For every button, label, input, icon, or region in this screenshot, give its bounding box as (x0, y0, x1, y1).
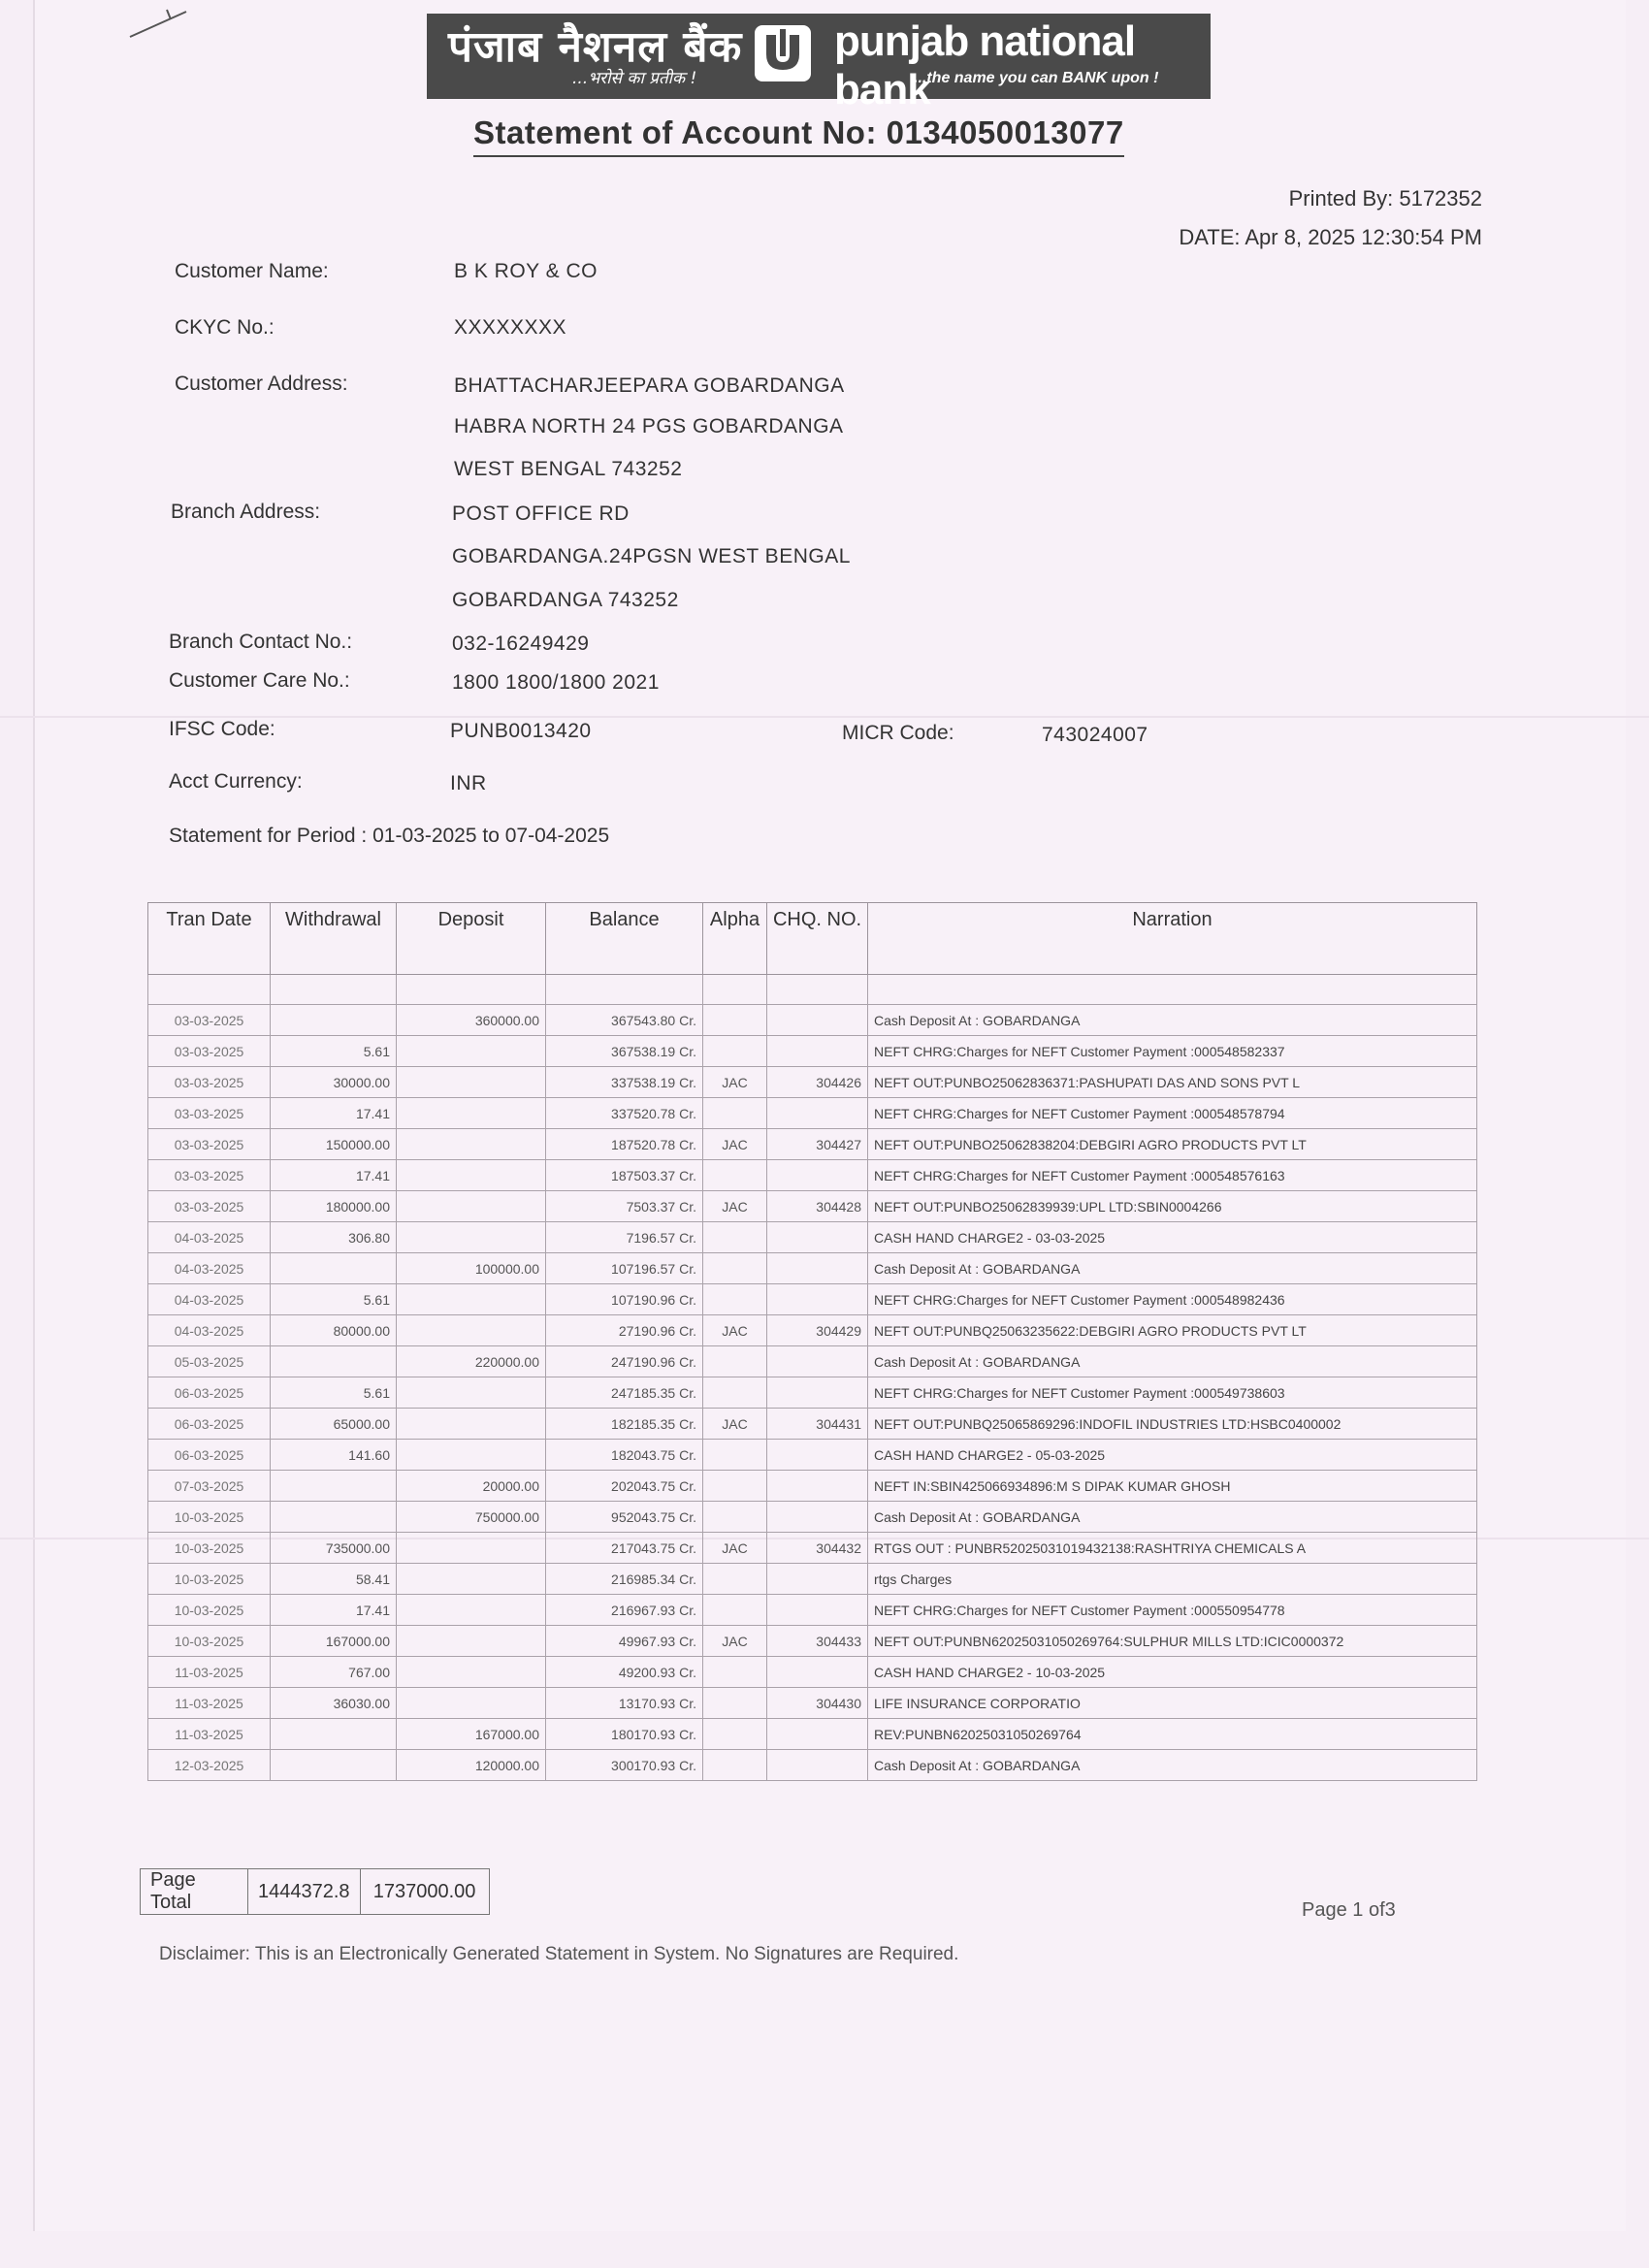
withdrawal-cell (271, 1750, 397, 1781)
tran-date-cell: 12-03-2025 (148, 1750, 271, 1781)
alpha-cell (703, 1719, 767, 1750)
table-row (148, 1253, 1477, 1284)
chq-no-cell (767, 1036, 868, 1067)
narration-cell: NEFT OUT:PUNBO25062838204:DEBGIRI AGRO PRODUCTS PVT LT (868, 1129, 1477, 1160)
balance-cell: 182185.35 Cr. (546, 1409, 703, 1440)
column-header: Tran Date (148, 903, 271, 975)
withdrawal-cell: 150000.00 (271, 1129, 397, 1160)
tran-date-cell: 03-03-2025 (148, 1191, 271, 1222)
branch-address-label: Branch Address: (171, 501, 321, 523)
customer-care: 1800 1800/1800 2021 (452, 671, 660, 694)
tran-date-cell: 11-03-2025 (148, 1688, 271, 1719)
chq-no-cell: 304433 (767, 1626, 868, 1657)
narration-cell: NEFT CHRG:Charges for NEFT Customer Payment :000549738603 (868, 1377, 1477, 1409)
chq-no-cell (767, 1284, 868, 1315)
table-row (148, 1160, 1477, 1191)
chq-no-cell: 304429 (767, 1315, 868, 1346)
alpha-cell (703, 1346, 767, 1377)
tran-date-cell: 10-03-2025 (148, 1626, 271, 1657)
tran-date-cell: 11-03-2025 (148, 1657, 271, 1688)
statement-title: Statement of Account No: 0134050013077 (473, 114, 1124, 157)
narration-cell: CASH HAND CHARGE2 - 03-03-2025 (868, 1222, 1477, 1253)
alpha-cell (703, 1502, 767, 1533)
alpha-cell: JAC (703, 1315, 767, 1346)
bank-english-tagline: ...the name you can BANK upon ! (914, 70, 1159, 86)
alpha-cell (703, 1440, 767, 1471)
withdrawal-cell (271, 1502, 397, 1533)
narration-cell: NEFT OUT:PUNBQ25065869296:INDOFIL INDUSTRIES LTD:HSBC0400002 (868, 1409, 1477, 1440)
table-row (148, 1129, 1477, 1160)
narration-cell: CASH HAND CHARGE2 - 10-03-2025 (868, 1657, 1477, 1688)
narration-cell: NEFT CHRG:Charges for NEFT Customer Payment :000548982436 (868, 1284, 1477, 1315)
page-total-withdrawal: 1444372.8 (248, 1869, 361, 1915)
page-totals (140, 1868, 490, 1915)
table-row (148, 1222, 1477, 1253)
deposit-cell (397, 1315, 546, 1346)
deposit-cell (397, 1688, 546, 1719)
balance-cell: 180170.93 Cr. (546, 1719, 703, 1750)
narration-cell: rtgs Charges (868, 1564, 1477, 1595)
deposit-cell (397, 1160, 546, 1191)
deposit-cell: 360000.00 (397, 1005, 546, 1036)
bank-english-name: punjab national bank (834, 17, 1136, 113)
table-row (148, 1595, 1477, 1626)
deposit-cell (397, 1533, 546, 1564)
balance-cell: 952043.75 Cr. (546, 1502, 703, 1533)
chq-no-cell (767, 1222, 868, 1253)
tran-date-cell: 03-03-2025 (148, 1129, 271, 1160)
column-header: Narration (868, 903, 1477, 975)
customer-address-line: WEST BENGAL 743252 (454, 458, 683, 480)
alpha-cell: JAC (703, 1409, 767, 1440)
tran-date-cell: 03-03-2025 (148, 1005, 271, 1036)
chq-no-cell (767, 1564, 868, 1595)
table-row (148, 1098, 1477, 1129)
customer-name: B K ROY & CO (454, 260, 598, 282)
alpha-cell: JAC (703, 1191, 767, 1222)
withdrawal-cell: 80000.00 (271, 1315, 397, 1346)
balance-cell: 337520.78 Cr. (546, 1098, 703, 1129)
branch-address-line: GOBARDANGA.24PGSN WEST BENGAL (452, 545, 851, 567)
chq-no-cell (767, 1160, 868, 1191)
chq-no-cell: 304432 (767, 1533, 868, 1564)
balance-cell: 216967.93 Cr. (546, 1595, 703, 1626)
withdrawal-cell: 5.61 (271, 1377, 397, 1409)
narration-cell: NEFT OUT:PUNBQ25063235622:DEBGIRI AGRO PRODUCTS PVT LT (868, 1315, 1477, 1346)
currency-label: Acct Currency: (169, 770, 303, 793)
alpha-cell (703, 1377, 767, 1409)
balance-cell: 367543.80 Cr. (546, 1005, 703, 1036)
micr-value: 743024007 (1042, 724, 1148, 746)
chq-no-cell: 304427 (767, 1129, 868, 1160)
tran-date-cell: 03-03-2025 (148, 1067, 271, 1098)
customer-address-label: Customer Address: (175, 373, 348, 395)
alpha-cell (703, 1160, 767, 1191)
table-row (148, 1502, 1477, 1533)
bank-header-banner (427, 14, 1211, 113)
ckyc-value: XXXXXXXX (454, 316, 567, 339)
alpha-cell (703, 1036, 767, 1067)
deposit-cell (397, 1564, 546, 1595)
chq-no-cell (767, 1005, 868, 1036)
deposit-cell (397, 1377, 546, 1409)
transactions-table (147, 902, 1477, 1781)
pen-tick-mark (128, 6, 196, 45)
balance-cell: 247185.35 Cr. (546, 1377, 703, 1409)
table-row (148, 1688, 1477, 1719)
narration-cell: NEFT OUT:PUNBO25062836371:PASHUPATI DAS AND SONS PVT L (868, 1067, 1477, 1098)
alpha-cell: JAC (703, 1067, 767, 1098)
table-row (148, 1440, 1477, 1471)
deposit-cell: 750000.00 (397, 1502, 546, 1533)
narration-cell: NEFT CHRG:Charges for NEFT Customer Payment :000550954778 (868, 1595, 1477, 1626)
page-total-deposit: 1737000.00 (360, 1869, 489, 1915)
alpha-cell (703, 1688, 767, 1719)
table-row (148, 1346, 1477, 1377)
balance-cell: 337538.19 Cr. (546, 1067, 703, 1098)
bank-hindi-tagline: ...भरोसे का प्रतीक ! (572, 69, 697, 88)
deposit-cell: 100000.00 (397, 1253, 546, 1284)
alpha-cell (703, 1471, 767, 1502)
deposit-cell (397, 1222, 546, 1253)
branch-address-line: POST OFFICE RD (452, 502, 630, 525)
column-header: Balance (546, 903, 703, 975)
table-row (148, 1719, 1477, 1750)
deposit-cell (397, 1409, 546, 1440)
narration-cell: Cash Deposit At : GOBARDANGA (868, 1253, 1477, 1284)
micr-label: MICR Code: (842, 722, 954, 744)
narration-cell: Cash Deposit At : GOBARDANGA (868, 1750, 1477, 1781)
withdrawal-cell: 58.41 (271, 1564, 397, 1595)
currency-value: INR (450, 772, 487, 794)
withdrawal-cell: 306.80 (271, 1222, 397, 1253)
table-row (148, 1036, 1477, 1067)
narration-cell: NEFT OUT:PUNBO25062839939:UPL LTD:SBIN0004266 (868, 1191, 1477, 1222)
branch-contact: 032-16249429 (452, 632, 590, 655)
column-header: CHQ. NO. (767, 903, 868, 975)
withdrawal-cell: 17.41 (271, 1595, 397, 1626)
deposit-cell (397, 1284, 546, 1315)
balance-cell: 7503.37 Cr. (546, 1191, 703, 1222)
deposit-cell (397, 1595, 546, 1626)
table-row (148, 1284, 1477, 1315)
chq-no-cell: 304431 (767, 1409, 868, 1440)
alpha-cell (703, 1222, 767, 1253)
balance-cell: 367538.19 Cr. (546, 1036, 703, 1067)
narration-cell: NEFT CHRG:Charges for NEFT Customer Payment :000548576163 (868, 1160, 1477, 1191)
withdrawal-cell: 5.61 (271, 1284, 397, 1315)
balance-cell: 49200.93 Cr. (546, 1657, 703, 1688)
chq-no-cell (767, 1440, 868, 1471)
table-row (148, 1377, 1477, 1409)
alpha-cell: JAC (703, 1626, 767, 1657)
chq-no-cell (767, 1750, 868, 1781)
chq-no-cell (767, 1098, 868, 1129)
tran-date-cell: 03-03-2025 (148, 1098, 271, 1129)
withdrawal-cell: 141.60 (271, 1440, 397, 1471)
column-header: Withdrawal (271, 903, 397, 975)
table-row (148, 1750, 1477, 1781)
narration-cell: NEFT CHRG:Charges for NEFT Customer Payment :000548582337 (868, 1036, 1477, 1067)
tran-date-cell: 06-03-2025 (148, 1440, 271, 1471)
balance-cell: 216985.34 Cr. (546, 1564, 703, 1595)
customer-care-label: Customer Care No.: (169, 669, 350, 692)
tran-date-cell: 04-03-2025 (148, 1284, 271, 1315)
tran-date-cell: 06-03-2025 (148, 1409, 271, 1440)
deposit-cell (397, 1067, 546, 1098)
table-row (148, 1533, 1477, 1564)
chq-no-cell: 304428 (767, 1191, 868, 1222)
print-date: DATE: Apr 8, 2025 12:30:54 PM (1179, 225, 1482, 249)
narration-cell: NEFT OUT:PUNBN62025031050269764:SULPHUR MILLS LTD:ICIC0000372 (868, 1626, 1477, 1657)
ifsc-value: PUNB0013420 (450, 720, 592, 742)
deposit-cell: 167000.00 (397, 1719, 546, 1750)
alpha-cell (703, 1657, 767, 1688)
balance-cell: 27190.96 Cr. (546, 1315, 703, 1346)
tran-date-cell: 03-03-2025 (148, 1036, 271, 1067)
balance-cell: 202043.75 Cr. (546, 1471, 703, 1502)
table-row (148, 1564, 1477, 1595)
withdrawal-cell (271, 1719, 397, 1750)
chq-no-cell (767, 1471, 868, 1502)
withdrawal-cell: 5.61 (271, 1036, 397, 1067)
tran-date-cell: 04-03-2025 (148, 1315, 271, 1346)
tran-date-cell: 10-03-2025 (148, 1595, 271, 1626)
balance-cell: 107190.96 Cr. (546, 1284, 703, 1315)
printed-by: Printed By: 5172352 (1288, 186, 1482, 211)
chq-no-cell (767, 1657, 868, 1688)
alpha-cell (703, 1750, 767, 1781)
chq-no-cell (767, 1346, 868, 1377)
withdrawal-cell: 36030.00 (271, 1688, 397, 1719)
alpha-cell (703, 1253, 767, 1284)
branch-contact-label: Branch Contact No.: (169, 631, 353, 653)
narration-cell: NEFT IN:SBIN425066934896:M S DIPAK KUMAR GHOSH (868, 1471, 1477, 1502)
customer-name-label: Customer Name: (175, 260, 329, 282)
balance-cell: 182043.75 Cr. (546, 1440, 703, 1471)
table-spacer-row (148, 975, 1477, 1005)
withdrawal-cell: 167000.00 (271, 1626, 397, 1657)
chq-no-cell (767, 1595, 868, 1626)
deposit-cell (397, 1129, 546, 1160)
branch-address-line: GOBARDANGA 743252 (452, 589, 679, 611)
narration-cell: NEFT CHRG:Charges for NEFT Customer Payment :000548578794 (868, 1098, 1477, 1129)
ckyc-label: CKYC No.: (175, 316, 275, 339)
balance-cell: 187503.37 Cr. (546, 1160, 703, 1191)
deposit-cell (397, 1036, 546, 1067)
table-row (148, 1191, 1477, 1222)
tran-date-cell: 05-03-2025 (148, 1346, 271, 1377)
narration-cell: LIFE INSURANCE CORPORATIO (868, 1688, 1477, 1719)
table-row (148, 1067, 1477, 1098)
withdrawal-cell (271, 1005, 397, 1036)
deposit-cell: 120000.00 (397, 1750, 546, 1781)
balance-cell: 107196.57 Cr. (546, 1253, 703, 1284)
page-number: Page 1 of3 (1302, 1899, 1396, 1921)
chq-no-cell: 304426 (767, 1067, 868, 1098)
balance-cell: 7196.57 Cr. (546, 1222, 703, 1253)
withdrawal-cell: 65000.00 (271, 1409, 397, 1440)
balance-cell: 217043.75 Cr. (546, 1533, 703, 1564)
disclaimer: Disclaimer: This is an Electronically Generated Statement in System. No Signatures are Required. (159, 1944, 959, 1964)
ifsc-label: IFSC Code: (169, 718, 275, 740)
tran-date-cell: 10-03-2025 (148, 1533, 271, 1564)
alpha-cell (703, 1564, 767, 1595)
narration-cell: Cash Deposit At : GOBARDANGA (868, 1502, 1477, 1533)
customer-address-line: BHATTACHARJEEPARA GOBARDANGA (454, 374, 845, 397)
balance-cell: 247190.96 Cr. (546, 1346, 703, 1377)
alpha-cell (703, 1005, 767, 1036)
balance-cell: 49967.93 Cr. (546, 1626, 703, 1657)
tran-date-cell: 04-03-2025 (148, 1253, 271, 1284)
deposit-cell (397, 1657, 546, 1688)
alpha-cell (703, 1595, 767, 1626)
bank-hindi-name: पंजाब नैशनल बैंक (448, 22, 743, 72)
tran-date-cell: 10-03-2025 (148, 1564, 271, 1595)
chq-no-cell: 304430 (767, 1688, 868, 1719)
chq-no-cell (767, 1719, 868, 1750)
withdrawal-cell: 180000.00 (271, 1191, 397, 1222)
narration-cell: Cash Deposit At : GOBARDANGA (868, 1346, 1477, 1377)
table-row (148, 1409, 1477, 1440)
narration-cell: RTGS OUT : PUNBR52025031019432138:RASHTRIYA CHEMICALS A (868, 1533, 1477, 1564)
deposit-cell (397, 1626, 546, 1657)
table-row (148, 1315, 1477, 1346)
period-value: 01-03-2025 to 07-04-2025 (372, 825, 610, 847)
withdrawal-cell (271, 1253, 397, 1284)
chq-no-cell (767, 1253, 868, 1284)
deposit-cell (397, 1098, 546, 1129)
table-row (148, 1657, 1477, 1688)
period-label: Statement for Period : (169, 825, 368, 847)
narration-cell: Cash Deposit At : GOBARDANGA (868, 1005, 1477, 1036)
alpha-cell (703, 1284, 767, 1315)
narration-cell: CASH HAND CHARGE2 - 05-03-2025 (868, 1440, 1477, 1471)
chq-no-cell (767, 1377, 868, 1409)
table-row (148, 1005, 1477, 1036)
column-header: Alpha (703, 903, 767, 975)
balance-cell: 300170.93 Cr. (546, 1750, 703, 1781)
column-header: Deposit (397, 903, 546, 975)
withdrawal-cell: 767.00 (271, 1657, 397, 1688)
deposit-cell: 20000.00 (397, 1471, 546, 1502)
deposit-cell: 220000.00 (397, 1346, 546, 1377)
table-row (148, 1471, 1477, 1502)
narration-cell: REV:PUNBN62025031050269764 (868, 1719, 1477, 1750)
withdrawal-cell: 30000.00 (271, 1067, 397, 1098)
table-header-row (148, 903, 1477, 975)
page-total-label: Page Total (141, 1869, 248, 1915)
withdrawal-cell (271, 1471, 397, 1502)
deposit-cell (397, 1191, 546, 1222)
withdrawal-cell (271, 1346, 397, 1377)
table-row (148, 1626, 1477, 1657)
print-info (1179, 186, 1482, 264)
tran-date-cell: 07-03-2025 (148, 1471, 271, 1502)
withdrawal-cell: 735000.00 (271, 1533, 397, 1564)
tran-date-cell: 03-03-2025 (148, 1160, 271, 1191)
balance-cell: 187520.78 Cr. (546, 1129, 703, 1160)
customer-address-line: HABRA NORTH 24 PGS GOBARDANGA (454, 415, 844, 437)
chq-no-cell (767, 1502, 868, 1533)
tran-date-cell: 10-03-2025 (148, 1502, 271, 1533)
transactions-body (148, 975, 1477, 1781)
deposit-cell (397, 1440, 546, 1471)
tran-date-cell: 04-03-2025 (148, 1222, 271, 1253)
tran-date-cell: 06-03-2025 (148, 1377, 271, 1409)
withdrawal-cell: 17.41 (271, 1098, 397, 1129)
statement-period (169, 825, 609, 848)
alpha-cell: JAC (703, 1533, 767, 1564)
alpha-cell: JAC (703, 1129, 767, 1160)
pnb-logo-icon (755, 25, 811, 81)
tran-date-cell: 11-03-2025 (148, 1719, 271, 1750)
withdrawal-cell: 17.41 (271, 1160, 397, 1191)
alpha-cell (703, 1098, 767, 1129)
balance-cell: 13170.93 Cr. (546, 1688, 703, 1719)
